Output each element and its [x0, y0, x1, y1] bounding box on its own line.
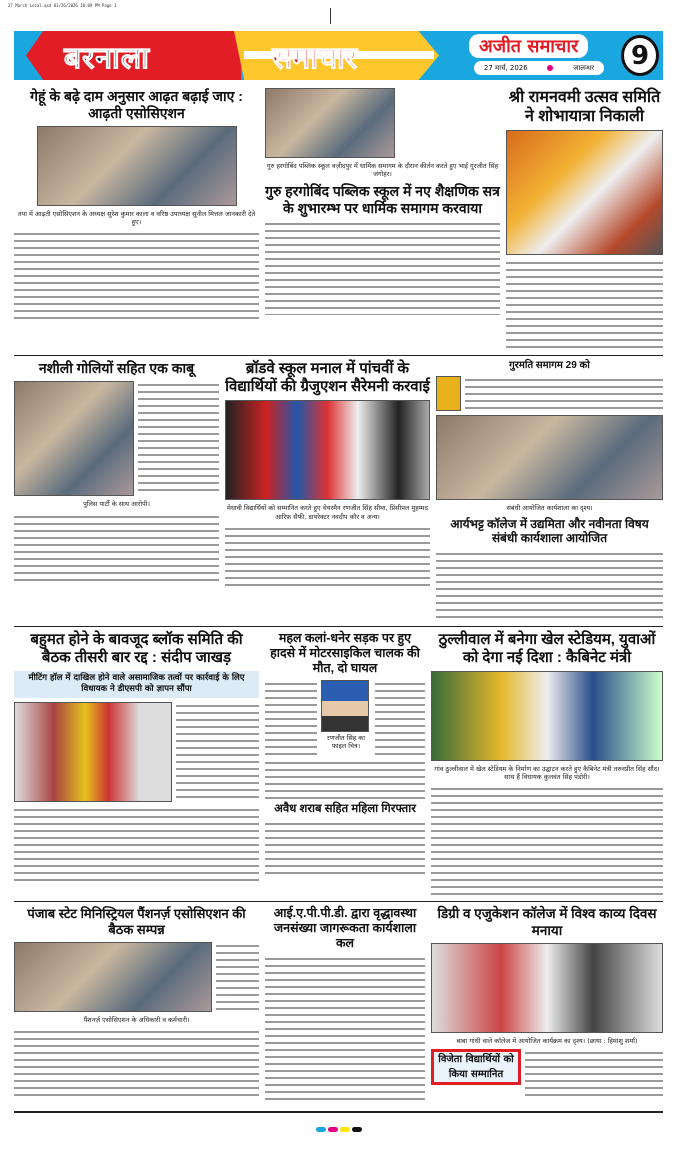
- photo-caption: संबंधी आयोजित कार्यशाला का दृश्य।: [506, 504, 593, 513]
- article-body: [506, 259, 663, 349]
- story: [431, 631, 663, 896]
- article-body: [431, 785, 663, 895]
- news-photo: [14, 381, 134, 496]
- issue-date: 27 मार्च, 2026: [483, 63, 528, 72]
- page-number: 9: [621, 35, 659, 76]
- article-body: [14, 1028, 259, 1098]
- yellow-swatch: [340, 1127, 350, 1132]
- photo-caption: पुलिस पार्टी के साथ आरोपी।: [83, 500, 150, 509]
- headline: ठुल्लीवाल में बनेगा खेल स्टेडियम, युवाओं को देगा नई दिशा : कैबिनेट मंत्री: [438, 630, 656, 666]
- story-row: [14, 356, 663, 626]
- photo-caption: बाबा गांधी वाले कॉलेज में आयोजित कार्यक्रम का दृश्य। (छाया : हिमांशु शर्मा): [456, 1036, 638, 1045]
- headline: गुरमति समागम 29 को: [509, 360, 590, 372]
- article-body: [14, 230, 259, 322]
- headline: अवैध शराब सहित महिला गिरफ्तार: [274, 802, 416, 815]
- story: [14, 906, 259, 1098]
- article-body: [176, 702, 259, 802]
- headline: श्री रामनवमी उत्सव समिति ने शोभायात्रा निकाली: [508, 89, 661, 126]
- paper-name: अजीत समाचार: [469, 34, 588, 58]
- news-photo: [14, 702, 172, 802]
- article-body: [138, 381, 219, 496]
- article-body: [265, 220, 500, 315]
- headline: बहुमत होने के बावजूद ब्लॉक समिति की बैठक तीसरी बार रद्द : संदीप जाखड़: [30, 630, 243, 666]
- article-body: [14, 513, 219, 583]
- photo-caption: रणजीत सिंह का फाइल चित्र।: [327, 733, 365, 751]
- portrait-photo: [321, 680, 369, 732]
- black-swatch: [352, 1127, 362, 1132]
- headline: गेहूं के बढ़े दाम अनुसार आढ़त बढ़ाई जाए : आढ़ती एसोसिएशन: [30, 88, 243, 121]
- magenta-swatch: [328, 1127, 338, 1132]
- story-row: [14, 627, 663, 903]
- article-body: [375, 680, 425, 755]
- headline: आई.ए.पी.पी.डी. द्वारा वृद्धावस्था जनसंख्या जागरूकता कार्यशाला कल: [273, 906, 417, 951]
- photo-caption: गुरु हरगोबिंद पब्लिक स्कूल वज़ीदपुर में धार्मिक समागम के दौरान कीर्तन करते हुए भाई गुरजीत सिंह जंगोहर।: [266, 162, 499, 179]
- cyan-swatch: [316, 1127, 326, 1132]
- news-photo: [265, 88, 395, 158]
- story: [14, 631, 259, 886]
- story: [265, 88, 500, 315]
- highlight-box: विजेता विद्यार्थियों को किया सम्मानित: [431, 1049, 521, 1085]
- story: [225, 360, 430, 587]
- headline: नशीली गोलियों सहित एक काबू: [38, 360, 195, 377]
- photo-caption: गांव ठुल्लीवाल में खेल स्टेडियम के निर्माण का उद्घाटन करते हुए कैबिनेट मंत्री तरुनप्रीत सिंह सौंद। साथ हैं विधायक कुलवंत सिंह पंडोरी।: [434, 764, 660, 782]
- story: [265, 906, 425, 1105]
- masthead-title-left: बरनाला: [64, 41, 150, 76]
- story: [265, 631, 425, 876]
- headline: आर्यभट्ट कॉलेज में उद्यमिता और नवीनता विषय संबंधी कार्यशाला आयोजित: [450, 516, 649, 546]
- headline: डिग्री व एजुकेशन कॉलेज में विश्व काव्य दिवस मनाया: [437, 906, 657, 938]
- article-body: [265, 955, 425, 1105]
- story: [14, 360, 219, 582]
- story: [436, 360, 663, 619]
- news-photo: [436, 415, 663, 500]
- news-photo: [14, 942, 212, 1012]
- news-photo: [506, 130, 663, 255]
- portrait-photo: [436, 376, 461, 411]
- news-photo: [431, 671, 663, 761]
- story: [506, 88, 663, 349]
- story: [431, 906, 663, 1099]
- article-body: [14, 806, 259, 886]
- print-slug: 27 March Local.qxd 03/26/2026 10:09 PM Page 1: [8, 3, 117, 8]
- headline: गुरु हरगोबिंद पब्लिक स्कूल में नए शैक्षणिक सत्र के शुभारम्भ पर धार्मिक समागम करवाया: [265, 182, 500, 216]
- masthead-title-right: समाचार: [272, 41, 358, 76]
- photo-caption: पैंशनर्ज़ एसोसिएशन के अधिकारी व कर्मचारी।: [83, 1015, 190, 1024]
- color-registration-bar: [14, 1113, 663, 1136]
- article-body: [265, 820, 425, 875]
- subheadline: मीटिंग हॉल में दाखिल होने वाले असामाजिक तत्वों पर कार्रवाई के लिए विधायक ने डीएसपी को ज्ञापन सौंपा: [14, 671, 259, 698]
- story: [14, 88, 259, 322]
- story-row: [14, 902, 663, 1113]
- news-photo: [37, 126, 237, 206]
- article-body: [465, 376, 663, 411]
- news-photo: [225, 400, 430, 500]
- article-body: [216, 942, 259, 1012]
- article-body: [436, 550, 663, 620]
- issue-city: जालन्धर: [573, 63, 595, 72]
- article-body: [265, 680, 317, 755]
- news-photo: [431, 943, 663, 1033]
- photo-caption: मेधावी विद्यार्थियों को सम्मानित करते हुए चेयरमैन रणजीत सिंह सीमा, प्रिंसीपल मुहम्मद आरिफ़ सैफी, डायरेक्टर नवदीप कौर व अन्य।: [227, 504, 428, 521]
- article-body: [265, 759, 425, 799]
- photo-caption: तपा में आढ़ती एसोसिएशन के अध्यक्ष सुरेश कुमार काला व वरिष्ठ उपाध्यक्ष सुनील मित्तल जानकारी देते हुए।: [17, 209, 256, 227]
- story-row: [14, 84, 663, 356]
- headline: पंजाब स्टेट मिनिस्ट्रियल पैंशनर्ज़ एसोसिएशन की बैठक सम्पन्न: [27, 906, 246, 938]
- headline: महल कलां-धनेर सड़क पर हुए हादसे में मोटरसाइकिल चालक की मौत, दो घायल: [270, 630, 420, 675]
- headline: ब्रॉडवे स्कूल मनाल में पांचवीं के विद्यार्थियों की ग्रैजुएशन सैरेमनी करवाई: [225, 360, 430, 396]
- article-body: [525, 1049, 663, 1099]
- article-body: [225, 525, 430, 587]
